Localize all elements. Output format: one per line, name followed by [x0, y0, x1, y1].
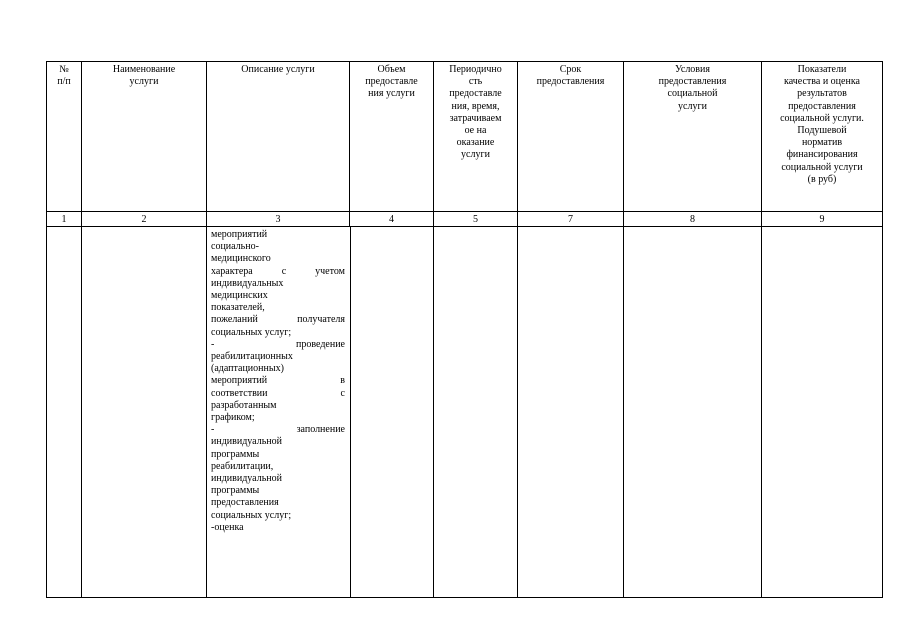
- description-line: [211, 485, 345, 497]
- description-word: мероприятий: [211, 375, 268, 387]
- description-line: [211, 400, 345, 412]
- description-word: реабилитационных: [211, 351, 293, 363]
- description-word: характера: [211, 265, 253, 277]
- column-number-5: 5: [473, 214, 478, 225]
- header-cell-conditions: Условия предоставления социальной услуги: [658, 64, 727, 112]
- header-bottom-border: [46, 211, 883, 212]
- column-number-7: 7: [568, 214, 573, 225]
- description-line: [211, 449, 345, 461]
- column-border: [206, 61, 207, 598]
- column-number-2: 2: [141, 214, 147, 225]
- description-word: медицинских: [211, 290, 268, 302]
- description-word: социальных услуг;: [211, 509, 292, 521]
- description-word: разработанным: [211, 399, 277, 411]
- column-number-1: 1: [61, 214, 67, 225]
- description-word: социально-: [211, 241, 259, 253]
- description-word: медицинского: [211, 253, 271, 265]
- description-line: [211, 510, 345, 522]
- description-word: графиком;: [211, 412, 255, 424]
- description-word: индивидуальной: [211, 436, 282, 448]
- description-line: [211, 412, 345, 424]
- column-border: [46, 61, 47, 598]
- description-line: [211, 461, 345, 473]
- description-word: получателя: [297, 314, 345, 326]
- column-border: [882, 61, 883, 598]
- description-line: [211, 290, 345, 302]
- description-word: учетом: [315, 265, 345, 277]
- description-line: [211, 314, 345, 326]
- description-word: -: [211, 338, 215, 350]
- column-border: [623, 61, 624, 598]
- description-line: [211, 229, 345, 241]
- description-word: -: [211, 424, 215, 436]
- column-border: [517, 61, 518, 598]
- description-line: [211, 339, 345, 351]
- service-description-text: [211, 229, 345, 534]
- description-line: [211, 388, 345, 400]
- description-word: с: [340, 387, 345, 399]
- header-cell-service-description: Описание услуги: [241, 64, 315, 75]
- description-word: с: [281, 265, 287, 277]
- description-line: [211, 473, 345, 485]
- description-line: [211, 436, 345, 448]
- description-word: (адаптационных): [211, 363, 284, 375]
- description-line: [211, 241, 345, 253]
- header-cell-service-name: Наименование услуги: [112, 64, 176, 88]
- description-word: -оценка: [211, 521, 244, 533]
- column-border: [81, 61, 82, 598]
- description-word: индивидуальных: [211, 277, 284, 289]
- table-bottom-border: [46, 597, 883, 598]
- description-line: [211, 253, 345, 265]
- description-word: реабилитации,: [211, 460, 274, 472]
- description-word: пожеланий: [211, 314, 258, 326]
- column-number-8: 8: [690, 214, 695, 225]
- column-number-9: 9: [819, 214, 825, 225]
- description-line: [211, 327, 345, 339]
- description-word: программы: [211, 448, 260, 460]
- description-line: [211, 266, 345, 278]
- description-word: проведение: [296, 338, 345, 350]
- description-word: соответствии: [211, 387, 268, 399]
- description-word: в: [340, 375, 345, 387]
- description-line: [211, 278, 345, 290]
- description-word: индивидуальной: [211, 473, 282, 485]
- header-cell-volume: Объем предоставле ния услуги: [365, 64, 418, 100]
- table-top-border: [46, 61, 883, 62]
- header-cell-quality-indicators: Показатели качества и оценка результатов предоставления социальной услуги. Подушевой норматив финансирования социальной услуги (в руб): [780, 64, 864, 185]
- description-line: [211, 424, 345, 436]
- column-border: [350, 226, 351, 598]
- description-word: показателей,: [211, 302, 265, 314]
- description-line: [211, 522, 345, 534]
- description-word: социальных услуг;: [211, 326, 292, 338]
- description-line: [211, 497, 345, 509]
- description-word: предоставления: [211, 497, 279, 509]
- description-word: мероприятий: [211, 229, 268, 240]
- column-number-4: 4: [389, 214, 394, 225]
- description-line: [211, 375, 345, 387]
- description-word: заполнение: [296, 424, 345, 436]
- description-line: [211, 302, 345, 314]
- description-line: [211, 363, 345, 375]
- header-cell-periodicity: Периодично сть предоставле ния, время, затрачиваем ое на оказание услуги: [449, 64, 502, 161]
- column-number-3: 3: [275, 214, 281, 225]
- header-cell-number: № п/п: [57, 64, 71, 88]
- description-line: [211, 351, 345, 363]
- header-cell-term: Срок предоставления: [536, 64, 605, 88]
- description-word: программы: [211, 485, 260, 497]
